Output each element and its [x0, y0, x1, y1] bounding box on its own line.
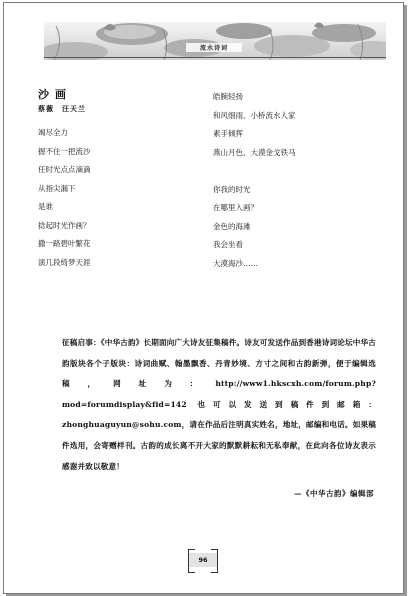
bracket-right — [211, 549, 218, 573]
notice-signature: —《中华古韵》编辑部 — [294, 489, 374, 498]
poem-line: 演几段绮梦天涯 — [38, 257, 91, 267]
poem-line: 是谁 — [38, 202, 53, 211]
column-label: 流水诗词 — [186, 43, 242, 52]
poem-author: 蔡薇 汪天兰 — [38, 104, 86, 113]
poem-line: 燕山月色、大漠金戈铁马 — [213, 147, 296, 157]
stanza-break — [213, 162, 296, 181]
page-number-box — [188, 549, 218, 573]
poem-line: 和风细雨、小桥流水人家 — [213, 110, 296, 120]
poem-line: 握不住一把流沙 — [38, 146, 91, 156]
poem-line: 捻起时光作画？ — [38, 220, 91, 230]
page-number: 96 — [188, 553, 218, 567]
poem-line: 你我的时光 — [213, 184, 251, 194]
poem-line: 我会坐看 — [213, 240, 243, 249]
poem-line: 在哪里入画？ — [213, 203, 258, 212]
poem-left-column — [38, 124, 91, 272]
notice-lead: 征稿启事： — [62, 338, 101, 347]
lotus-pond-illustration — [44, 22, 386, 60]
poem-line: 素手倾挥 — [213, 129, 243, 138]
poem-line: 撒一路碧叶繁花 — [38, 239, 91, 248]
poem-line: 任时光点点滴滴 — [38, 165, 91, 174]
poem-line: 从指尖漏下 — [38, 183, 76, 193]
poem-line: 皓腕轻扬 — [213, 92, 243, 101]
poem-title: 沙画 — [38, 88, 72, 101]
poem-line: 竭尽全力 — [38, 128, 68, 137]
poem-line: 大漠海沙…… — [213, 258, 258, 268]
submission-notice — [62, 333, 376, 477]
header-divider — [44, 57, 386, 58]
poem-line: 金色的海滩 — [213, 221, 251, 231]
bracket-left — [188, 549, 195, 573]
notice-body: 《中华古韵》长期面向广大诗友征集稿件。诗友可发送作品到香港诗词论坛中华古韵版块各个子版块：诗词曲赋、翰墨飘香、丹青妙境、方寸之间和古韵新弹，便于编辑选稿，网址为：http://www1.hkscxh.com/forum.php?mod=forumdisplay&fid=142 也可以发送到稿件到邮箱：zhonghuaguyun@sohu.com，请在作品后注明真实姓名，地址，邮编和电话。如果稿件选用，会寄赠样刊。古韵的成长离不开大家的默默耕耘和无私奉献，在此向各位诗友表示感谢并致以敬意！ — [62, 338, 376, 471]
poem-right-column — [213, 88, 296, 273]
header-banner-image — [44, 22, 386, 60]
